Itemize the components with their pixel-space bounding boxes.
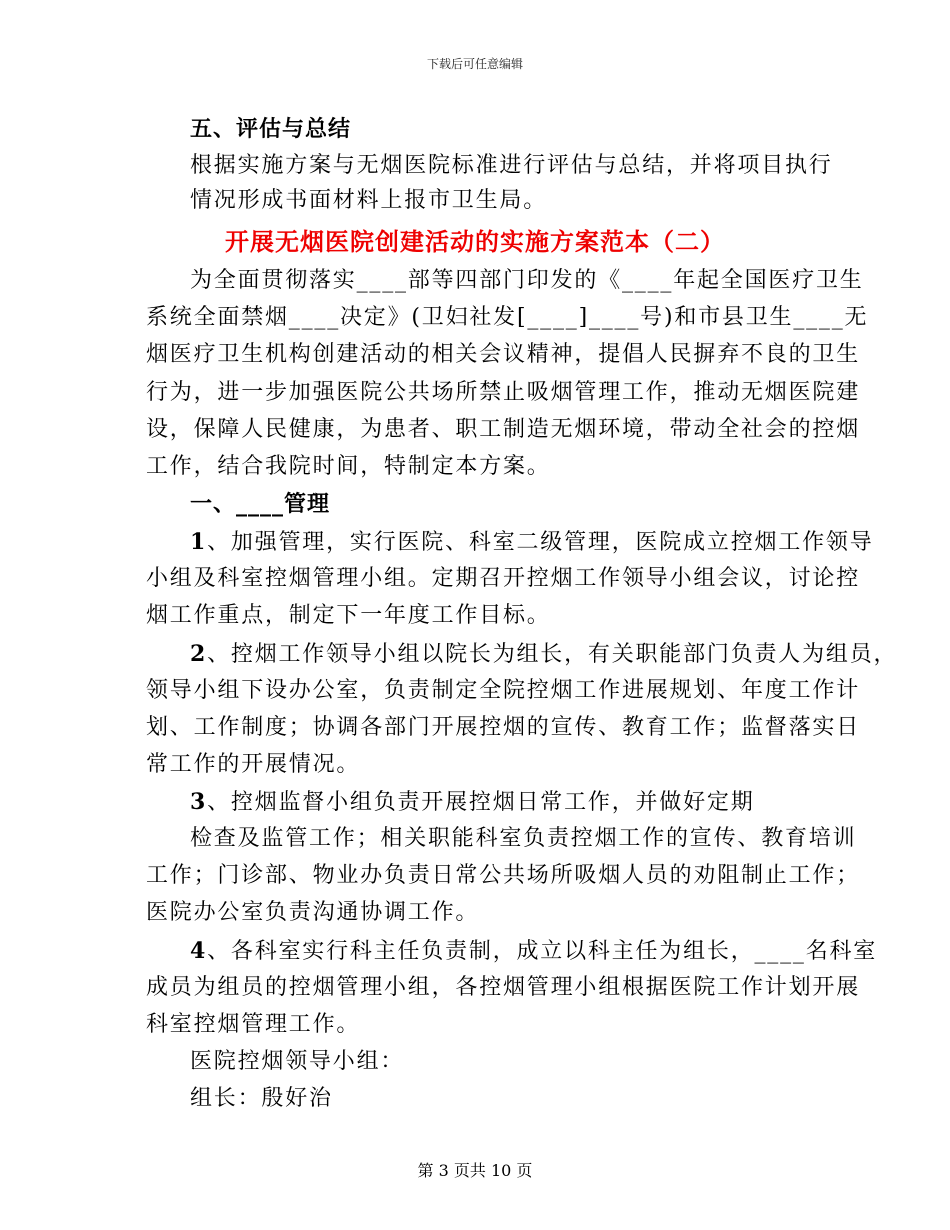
item-1-line: 烟工作重点，制定下一年度工作目标。	[146, 603, 551, 628]
item-number: 4	[190, 938, 208, 964]
item-number: 3	[190, 789, 208, 815]
item-number: 2	[190, 641, 208, 667]
item-2-line: 领导小组下设办公室，负责制定全院控烟工作进展规划、年度工作计	[146, 678, 861, 703]
item-1-line	[190, 529, 874, 556]
item-4-line	[190, 938, 877, 965]
page-title: 开展无烟医院创建活动的实施方案范本（二）	[225, 227, 725, 256]
section5-line: 情况形成书面材料上报市卫生局。	[190, 188, 548, 213]
item-4-line: 成员为组员的控烟管理小组，各控烟管理小组根据医院工作计划开展	[146, 975, 861, 1000]
intro-line: 行为，进一步加强医院公共场所禁止吸烟管理工作，推动无烟医院建	[146, 380, 861, 405]
item-text: 、控烟工作领导小组以院长为组长，有关职能部门负责人为组员，	[207, 642, 898, 667]
item-2-line: 划、工作制度；协调各部门开展控烟的宣传、教育工作；监督落实日	[146, 715, 861, 740]
item-2-line	[190, 641, 897, 668]
intro-line: 工作，结合我院时间，特制定本方案。	[146, 454, 551, 479]
item-text: 、加强管理，实行医院、科室二级管理，医院成立控烟工作领导	[207, 530, 874, 555]
item-text: 、控烟监督小组负责开展控烟日常工作，并做好定期	[207, 790, 755, 815]
item-1-line: 小组及科室控烟管理小组。定期召开控烟工作领导小组会议，讨论控	[146, 566, 861, 591]
section5-heading: 五、评估与总结	[190, 116, 352, 142]
item-text: 、各科室实行科主任负责制，成立以科主任为组长，____名科室	[207, 939, 878, 964]
item-4-line: 科室控烟管理工作。	[146, 1012, 361, 1037]
item-3-line: 检查及监管工作；相关职能科室负责控烟工作的宣传、教育培训	[190, 826, 857, 851]
section1-heading: 一、____管理	[190, 491, 331, 517]
intro-line: 系统全面禁烟____决定》(卫妇社发[____]____号)和市县卫生____无	[146, 305, 869, 330]
leaders-heading: 医院控烟领导小组：	[190, 1049, 405, 1074]
item-number: 1	[190, 529, 208, 555]
section5-line: 根据实施方案与无烟医院标准进行评估与总结，并将项目执行	[190, 153, 833, 178]
page-number: 第 3 页共 10 页	[417, 1161, 533, 1180]
leader-name: 组长：殷好治	[190, 1086, 333, 1111]
item-3-line	[190, 789, 755, 816]
item-3-line: 医院办公室负责沟通协调工作。	[146, 900, 480, 925]
intro-line: 烟医疗卫生机构创建活动的相关会议精神，提倡人民摒弃不良的卫生	[146, 342, 861, 367]
intro-line: 为全面贯彻落实____部等四部门印发的《____年起全国医疗卫生	[190, 268, 864, 293]
item-3-line: 工作；门诊部、物业办负责日常公共场所吸烟人员的劝阻制止工作；	[146, 863, 861, 888]
header-note: 下载后可任意编辑	[426, 57, 523, 71]
item-2-line: 常工作的开展情况。	[146, 752, 361, 777]
intro-line: 设，保障人民健康，为患者、职工制造无烟环境，带动全社会的控烟	[146, 417, 861, 442]
